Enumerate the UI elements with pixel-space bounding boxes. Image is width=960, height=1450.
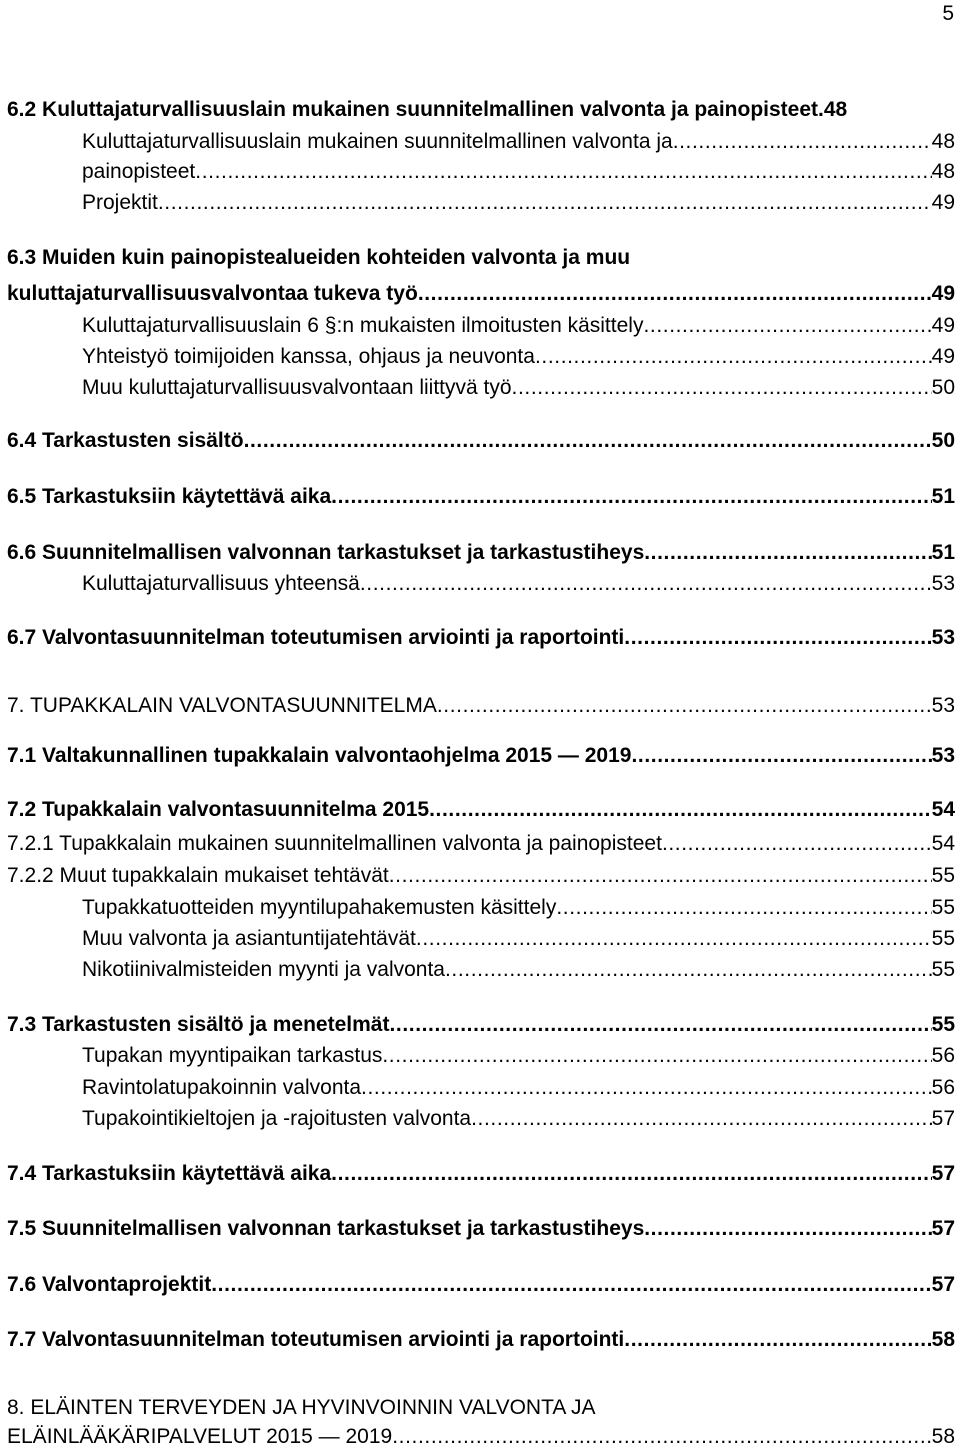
toc-entry[interactable] bbox=[82, 159, 955, 185]
toc-entry[interactable] bbox=[82, 571, 955, 597]
toc-entry-page: 57 bbox=[931, 1273, 955, 1296]
toc-entry[interactable] bbox=[7, 863, 955, 889]
toc-entry[interactable] bbox=[7, 1395, 955, 1421]
toc-entry[interactable] bbox=[82, 375, 955, 401]
dot-leader bbox=[643, 313, 931, 339]
toc-entry[interactable] bbox=[7, 1424, 955, 1450]
toc-entry[interactable] bbox=[7, 1327, 955, 1353]
toc-entry[interactable] bbox=[82, 1106, 955, 1132]
toc-entry[interactable] bbox=[7, 743, 955, 769]
toc-entry[interactable] bbox=[7, 1272, 955, 1298]
toc-entry[interactable] bbox=[7, 281, 955, 307]
dot-leader bbox=[631, 743, 931, 769]
dot-leader bbox=[662, 831, 932, 857]
toc-entry[interactable] bbox=[7, 625, 955, 651]
toc-entry-title: Kuluttajaturvallisuuslain 6 §:n mukaisten ilmoitusten käsittely bbox=[82, 314, 644, 337]
toc-entry-title: painopisteet bbox=[82, 160, 196, 183]
toc-entry[interactable] bbox=[82, 129, 955, 155]
toc-entry-page: 56 bbox=[931, 1044, 955, 1067]
toc-entry[interactable] bbox=[7, 484, 955, 510]
toc-entry-page: 53 bbox=[931, 572, 955, 595]
toc-entry-title: Tupakan myyntipaikan tarkastus bbox=[82, 1044, 383, 1067]
dot-leader bbox=[644, 540, 931, 566]
toc-entry-page: 57 bbox=[931, 1107, 955, 1130]
toc-entry-title: 6.5 Tarkastuksiin käytettävä aika bbox=[7, 485, 332, 508]
toc-entry-page: 50 bbox=[931, 429, 955, 452]
toc-entry-title: 7.6 Valvontaprojektit bbox=[7, 1273, 212, 1296]
toc-entry-title: Projektit bbox=[82, 191, 158, 214]
dot-leader bbox=[471, 1106, 932, 1132]
toc-entry-page: 54 bbox=[931, 798, 955, 821]
toc-entry[interactable] bbox=[82, 1043, 955, 1069]
toc-entry[interactable] bbox=[7, 540, 955, 566]
toc-entry-title: 7.4 Tarkastuksiin käytettävä aika bbox=[7, 1162, 332, 1185]
toc-entry[interactable] bbox=[7, 797, 955, 823]
dot-leader bbox=[195, 159, 931, 185]
toc-entry-page: 51 bbox=[931, 541, 955, 564]
toc-entry-title: 7.5 Suunnitelmallisen valvonnan tarkastukset ja tarkastustiheys bbox=[7, 1217, 645, 1240]
dot-leader bbox=[211, 1272, 931, 1298]
toc-entry-title: Ravintolatupakoinnin valvonta bbox=[82, 1076, 362, 1099]
toc-entry-title: ELÄINLÄÄKÄRIPALVELUT 2015 — 2019 bbox=[7, 1425, 393, 1448]
toc-entry-page: 50 bbox=[931, 376, 955, 399]
toc-entry-title: 6.2 Kuluttajaturvallisuuslain mukainen suunnitelmallinen valvonta ja painopisteet. bbox=[7, 98, 824, 121]
dot-leader bbox=[644, 1216, 931, 1242]
toc-entry[interactable] bbox=[7, 245, 955, 271]
toc-entry-title: 7.1 Valtakunnallinen tupakkalain valvontaohjelma 2015 — 2019 bbox=[7, 744, 632, 767]
toc-entry-title: Kuluttajaturvallisuus yhteensä bbox=[82, 572, 360, 595]
toc-entry-page: 57 bbox=[931, 1162, 955, 1185]
page-number: 5 bbox=[942, 2, 954, 25]
toc-entry-title: 7.7 Valvontasuunnitelman toteutumisen arviointi ja raportointi bbox=[7, 1328, 625, 1351]
toc-entry[interactable] bbox=[7, 97, 955, 123]
toc-entry-title: 6.6 Suunnitelmallisen valvonnan tarkastukset ja tarkastustiheys bbox=[7, 541, 645, 564]
dot-leader bbox=[445, 957, 932, 983]
toc-entry-title: kuluttajaturvallisuusvalvontaa tukeva työ bbox=[7, 282, 418, 305]
toc-entry-page: 51 bbox=[931, 485, 955, 508]
toc-entry-page: 48 bbox=[931, 160, 955, 183]
toc-entry[interactable] bbox=[7, 1161, 955, 1187]
toc-entry-title: Nikotiinivalmisteiden myynti ja valvonta bbox=[82, 958, 445, 981]
toc-entry-page: 55 bbox=[931, 958, 955, 981]
toc-entry-page: 58 bbox=[931, 1328, 955, 1351]
toc-entry[interactable] bbox=[7, 831, 955, 857]
dot-leader bbox=[418, 281, 932, 307]
toc-entry[interactable] bbox=[7, 428, 955, 454]
toc-entry-page: 54 bbox=[931, 832, 955, 855]
toc-entry-title: 6.7 Valvontasuunnitelman toteutumisen arviointi ja raportointi bbox=[7, 626, 625, 649]
toc-entry-page: 48 bbox=[823, 98, 848, 121]
dot-leader bbox=[437, 693, 932, 719]
toc-entry-page: 49 bbox=[931, 314, 955, 337]
dot-leader bbox=[331, 484, 932, 510]
dot-leader bbox=[624, 1327, 931, 1353]
dot-leader bbox=[392, 1424, 931, 1450]
toc-entry-title: 8. ELÄINTEN TERVEYDEN JA HYVINVOINNIN VALVONTA JA bbox=[7, 1396, 596, 1419]
toc-entry-title: 7. TUPAKKALAIN VALVONTASUUNNITELMA bbox=[7, 694, 437, 717]
toc-entry-page: 55 bbox=[931, 896, 955, 919]
dot-leader bbox=[673, 129, 932, 155]
toc-entry-page: 48 bbox=[931, 130, 955, 153]
toc-entry[interactable] bbox=[82, 1075, 955, 1101]
dot-leader bbox=[158, 190, 932, 216]
toc-entry-page: 55 bbox=[931, 1013, 955, 1036]
toc-entry[interactable] bbox=[82, 957, 955, 983]
toc-entry-title: 7.3 Tarkastusten sisältö ja menetelmät bbox=[7, 1013, 390, 1036]
toc-entry-title: Muu valvonta ja asiantuntijatehtävät bbox=[82, 927, 416, 950]
toc-entry-page: 53 bbox=[931, 694, 955, 717]
dot-leader bbox=[244, 428, 932, 454]
toc-entry[interactable] bbox=[7, 1216, 955, 1242]
toc-entry-title: 7.2 Tupakkalain valvontasuunnitelma 2015 bbox=[7, 798, 430, 821]
dot-leader bbox=[389, 863, 932, 889]
toc-entry-title: Kuluttajaturvallisuuslain mukainen suunnitelmallinen valvonta ja bbox=[82, 130, 673, 153]
toc-entry[interactable] bbox=[7, 1012, 955, 1038]
toc-entry[interactable] bbox=[82, 344, 955, 370]
toc-entry-page: 53 bbox=[931, 626, 955, 649]
toc-entry[interactable] bbox=[82, 190, 955, 216]
toc-entry-title: Muu kuluttajaturvallisuusvalvontaan liittyvä työ bbox=[82, 376, 512, 399]
toc-entry-page: 58 bbox=[931, 1425, 955, 1448]
dot-leader bbox=[429, 797, 932, 823]
toc-entry-title: Tupakkatuotteiden myyntilupahakemusten käsittely bbox=[82, 896, 557, 919]
dot-leader bbox=[535, 344, 932, 370]
dot-leader bbox=[624, 625, 931, 651]
toc-entry-page: 49 bbox=[931, 345, 955, 368]
dot-leader bbox=[512, 375, 932, 401]
toc-entry-page: 57 bbox=[931, 1217, 955, 1240]
toc-entry-title: 6.4 Tarkastusten sisältö bbox=[7, 429, 244, 452]
dot-leader bbox=[389, 1012, 931, 1038]
toc-entry[interactable] bbox=[82, 895, 955, 921]
toc-entry-page: 49 bbox=[931, 282, 955, 305]
dot-leader bbox=[360, 571, 932, 597]
dot-leader bbox=[416, 926, 932, 952]
toc-entry-title: 7.2.1 Tupakkalain mukainen suunnitelmallinen valvonta ja painopisteet bbox=[7, 832, 662, 855]
dot-leader bbox=[556, 895, 931, 921]
toc-entry[interactable] bbox=[82, 313, 955, 339]
toc-entry-page: 55 bbox=[931, 864, 955, 887]
toc-entry-page: 49 bbox=[931, 191, 955, 214]
toc-entry-title: 6.3 Muiden kuin painopistealueiden kohteiden valvonta ja muu bbox=[7, 246, 631, 269]
toc-entry-title: Tupakointikieltojen ja -rajoitusten valvonta bbox=[82, 1107, 472, 1130]
toc-entry-title: Yhteistyö toimijoiden kanssa, ohjaus ja neuvonta bbox=[82, 345, 535, 368]
toc-entry[interactable] bbox=[7, 693, 955, 719]
toc-entry-title: 7.2.2 Muut tupakkalain mukaiset tehtävät bbox=[7, 864, 389, 887]
toc-entry-page: 53 bbox=[931, 744, 955, 767]
toc-entry[interactable] bbox=[82, 926, 955, 952]
dot-leader bbox=[361, 1075, 932, 1101]
toc-entry-page: 56 bbox=[931, 1076, 955, 1099]
toc-entry-page: 55 bbox=[931, 927, 955, 950]
dot-leader bbox=[331, 1161, 932, 1187]
dot-leader bbox=[382, 1043, 931, 1069]
